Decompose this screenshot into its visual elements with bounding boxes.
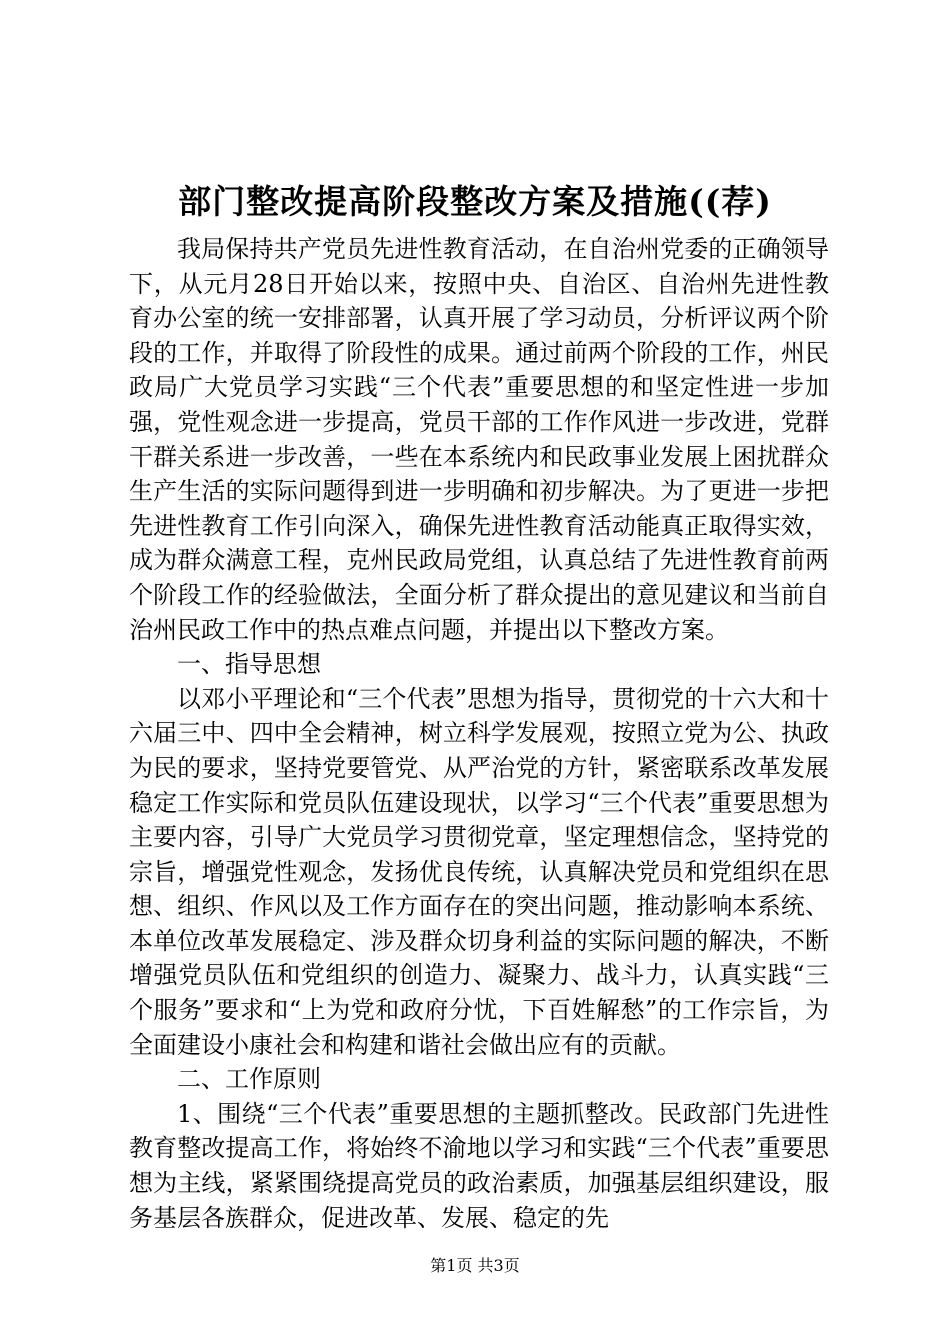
guiding-thought-paragraph: 以邓小平理论和“三个代表”思想为指导，贯彻党的十六大和十六届三中、四中全会精神，树立科学发展观，按照立党为公、执政为民的要求，坚持党要管党、从严治党的方针，紧密联系改革发展稳定工作实际和党员队伍建设现状，以学习“三个代表”重要思想为主要内容，引导广大党员学习贯彻党章，坚定理想信念，坚持党的宗旨，增强党性观念，发扬优良传统，认真解决党员和党组织在思想、组织、作风以及工作方面存在的突出问题，推动影响本系统、本单位改革发展稳定、涉及群众切身利益的实际问题的解决，不断增强党员队伍和党组织的创造力、凝聚力、战斗力，认真实践“三个服务”要求和“上为党和政府分忧，下百姓解愁”的工作宗旨，为全面建设小康社会和构建和谐社会做出应有的贡献。	[129, 684, 829, 1059]
section-heading-work-principles: 二、工作原则	[177, 1065, 321, 1094]
document-body	[129, 232, 829, 1235]
intro-paragraph: 我局保持共产党员先进性教育活动，在自治州党委的正确领导下，从元月28日开始以来，按照中央、自治区、自治州先进性教育办公室的统一安排部署，认真开展了学习动员，分析评议两个阶段的工作，并取得了阶段性的成果。通过前两个阶段的工作，州民政局广大党员学习实践“三个代表”重要思想的和坚定性进一步加强，党性观念进一步提高，党员干部的工作作风进一步改进，党群干群关系进一步改善，一些在本系统内和民政事业发展上困扰群众生产生活的实际问题得到进一步明确和初步解决。为了更进一步把先进性教育工作引向深入，确保先进性教育活动能真正取得实效，成为群众满意工程，克州民政局党组，认真总结了先进性教育前两个阶段工作的经验做法，全面分析了群众提出的意见建议和当前自治州民政工作中的热点难点问题，并提出以下整改方案。	[129, 235, 829, 644]
document-title: 部门整改提高阶段整改方案及措施((荐)	[178, 182, 772, 221]
section-heading-guiding-thought: 一、指导思想	[177, 650, 321, 679]
principle-1-paragraph: 1、围绕“三个代表”重要思想的主题抓整改。民政部门先进性教育整改提高工作，将始终不渝地以学习和实践“三个代表”重要思想为主线，紧紧围绕提高党员的政治素质，加强基层组织建设，服务基层各族群众，促进改革、发展、稳定的先	[129, 1099, 829, 1232]
page-number-footer: 第1页 共3页	[430, 1256, 520, 1275]
